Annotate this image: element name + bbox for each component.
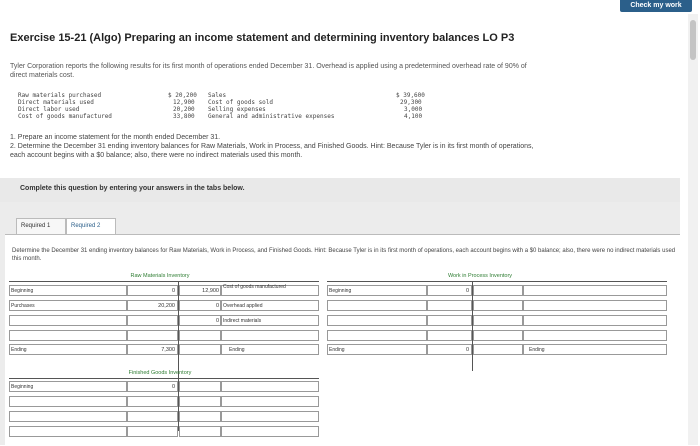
data-value: 29,300	[400, 99, 422, 106]
tab-required-2[interactable]: Required 2	[66, 218, 116, 235]
wip-credit-value-input[interactable]	[473, 330, 523, 341]
fg-debit-row-value-input[interactable]	[127, 396, 178, 407]
data-label: Raw materials purchased	[18, 92, 102, 99]
wip-beginning-label: Beginning	[329, 288, 352, 294]
data-label: General and administrative expenses	[208, 113, 335, 120]
fg-credit-label-input[interactable]	[221, 426, 319, 437]
banner-text: Complete this question by entering your answers in the tabs below.	[20, 185, 245, 192]
data-label: Selling expenses	[208, 106, 266, 113]
wip-credit-value-input[interactable]	[473, 315, 523, 326]
rm-ending-value: 7,300	[161, 347, 175, 353]
wip-ending-value: 0	[465, 347, 469, 353]
rm-purchases-value: 20,200	[158, 303, 175, 309]
rm-credit2-value: 0	[215, 303, 219, 309]
fg-debit-row-value-input[interactable]	[127, 411, 178, 422]
data-value: 20,200	[173, 106, 195, 113]
raw-materials-title: Raw Materials Inventory	[130, 273, 190, 279]
rm-credit3-label: Indirect materials	[223, 318, 262, 324]
fg-debit-row-input[interactable]	[9, 411, 127, 422]
wip-credit-ending-value-input[interactable]	[473, 344, 523, 355]
fg-credit-label-input[interactable]	[221, 411, 319, 422]
rm-credit3-value: 0	[215, 318, 219, 324]
rm-beginning-label: Beginning	[11, 288, 34, 294]
wip-credit-value-input[interactable]	[473, 285, 523, 296]
wip-debit-row-input[interactable]	[327, 300, 427, 311]
data-value: 12,900	[173, 99, 195, 106]
rm-credit1-label: Cost of goods manufactured	[223, 284, 286, 290]
fg-credit-value-input[interactable]	[179, 396, 221, 407]
fg-beginning-value: 0	[171, 384, 175, 390]
rm-beginning-value: 0	[171, 288, 175, 294]
wip-debit-row-input[interactable]	[327, 315, 427, 326]
rm-credit2-label: Overhead applied	[223, 303, 263, 309]
data-value: 33,800	[173, 113, 195, 120]
fg-debit-row-value-input[interactable]	[127, 426, 178, 437]
rm-credit-row-label-input[interactable]	[221, 330, 319, 341]
fg-debit-row-input[interactable]	[9, 426, 127, 437]
instructions	[10, 133, 550, 160]
wip-credit-value-input[interactable]	[473, 300, 523, 311]
fg-credit-value-input[interactable]	[179, 411, 221, 422]
wip-title: Work in Process Inventory	[447, 273, 513, 279]
fg-credit-label-input[interactable]	[221, 396, 319, 407]
exercise-intro: Tyler Corporation reports the following results for its first month of operations ended December 31. Overhead is applied using a predetermined overhead rate of 90% of direct materials cost.	[10, 63, 527, 79]
data-value: $ 20,200	[168, 92, 197, 99]
data-value: 4,100	[404, 113, 423, 120]
rm-purchases-label: Purchases	[11, 303, 35, 309]
raw-materials-top-line	[9, 281, 319, 282]
rm-debit-row-input[interactable]	[9, 330, 127, 341]
finished-goods-title: Finished Goods Inventory	[128, 370, 192, 376]
instruction-2: 2. Determine the December 31 ending inventory balances for Raw Materials, Work in Process, and Finished Goods. Hint: Because Tyler is in its first month of operations, each account begins with a $0 balance; also, there were no indirect materials used this month.	[10, 143, 534, 159]
rm-credit-ending-label: Ending	[229, 347, 245, 353]
fg-credit-value-input[interactable]	[179, 426, 221, 437]
fg-beginning-label: Beginning	[11, 384, 34, 390]
wip-ending-label: Ending	[329, 347, 345, 353]
instruction-1: 1. Prepare an income statement for the month ended December 31.	[10, 134, 221, 141]
rm-credit-ending-value-input[interactable]	[179, 344, 221, 355]
wip-top-line	[327, 281, 667, 282]
finished-goods-top-line	[9, 378, 319, 379]
wip-debit-row-value-input[interactable]	[427, 315, 472, 326]
wip-beginning-value: 0	[465, 288, 469, 294]
data-value: 3,000	[404, 106, 423, 113]
wip-credit-ending-label: Ending	[529, 347, 545, 353]
data-label: Cost of goods manufactured	[18, 113, 112, 120]
rm-debit-row-value-input[interactable]	[127, 330, 178, 341]
exercise-title: Exercise 15-21 (Algo) Preparing an income statement and determining inventory balances LO P3	[10, 32, 515, 44]
tab-required-1[interactable]: Required 1	[16, 218, 66, 235]
rm-ending-label: Ending	[11, 347, 27, 353]
fg-credit-value-input[interactable]	[179, 381, 221, 392]
wip-credit-label-input[interactable]	[523, 285, 667, 296]
data-label: Direct materials used	[18, 99, 94, 106]
data-label: Sales	[208, 92, 227, 99]
wip-credit-label-input[interactable]	[523, 300, 667, 311]
scrollbar-thumb[interactable]	[690, 20, 696, 60]
scrollbar[interactable]	[688, 14, 698, 445]
wip-debit-row-value-input[interactable]	[427, 330, 472, 341]
rm-debit-row-value-input[interactable]	[127, 315, 178, 326]
wip-debit-row-input[interactable]	[327, 330, 427, 341]
fg-credit-label-input[interactable]	[221, 381, 319, 392]
wip-credit-label-input[interactable]	[523, 315, 667, 326]
wip-debit-row-value-input[interactable]	[427, 300, 472, 311]
data-label: Cost of goods sold	[208, 99, 274, 106]
data-value: $ 39,600	[396, 92, 425, 99]
rm-credit1-value: 12,900	[202, 288, 219, 294]
directive-text: Determine the December 31 ending inventory balances for Raw Materials, Work in Process, and Finished Goods. Hint: Because Tyler is in its first month of operations, each account begins with a $0 balance; also, there were no indirect materials used this month.	[12, 248, 676, 262]
fg-debit-row-input[interactable]	[9, 396, 127, 407]
check-my-work-button[interactable]: Check my work	[620, 0, 692, 12]
rm-credit-row-value-input[interactable]	[179, 330, 221, 341]
data-label: Direct labor used	[18, 106, 80, 113]
wip-credit-label-input[interactable]	[523, 330, 667, 341]
rm-debit-row-input[interactable]	[9, 315, 127, 326]
